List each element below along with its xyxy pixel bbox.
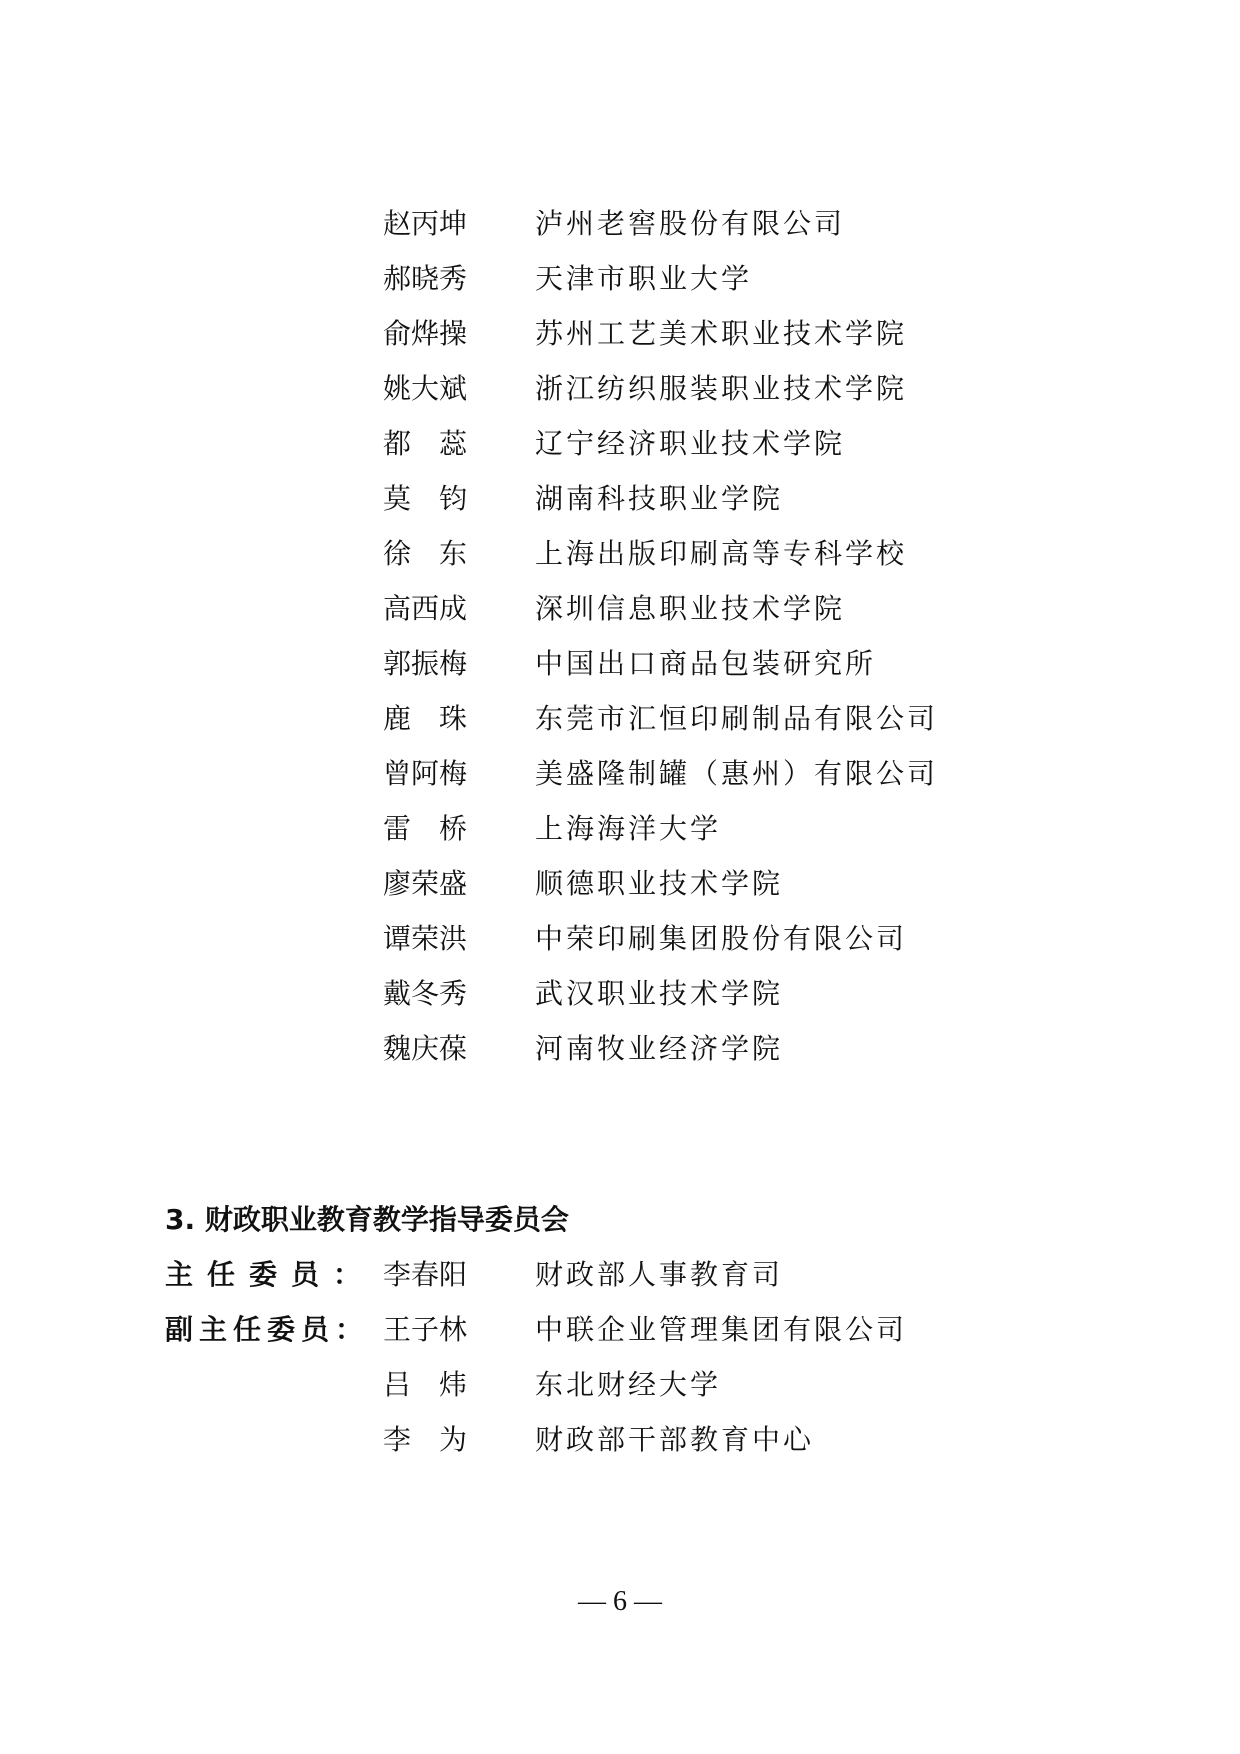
deputy-director-row [0,1310,1240,1350]
member-name: 郭振梅 [383,647,468,680]
member-name: 曾阿梅 [383,757,468,790]
member-org: 苏州工艺美术职业技术学院 [535,317,908,350]
member-org: 上海出版印刷高等专科学校 [535,537,908,570]
director-name: 李春阳 [383,1258,468,1291]
deputy-director-row [0,1365,1240,1405]
deputy-name: 王子林 [383,1313,468,1346]
member-row [0,644,1240,684]
member-name: 雷 桥 [383,812,468,845]
deputy-role-label: 副主任委员： [165,1313,370,1346]
member-row [0,919,1240,959]
member-row [0,589,1240,629]
member-row [0,699,1240,739]
deputy-org: 东北财经大学 [535,1368,722,1401]
deputy-org: 中联企业管理集团有限公司 [535,1313,908,1346]
page-number: — 6 — [578,1586,662,1617]
deputy-name: 吕 炜 [383,1368,468,1401]
member-name: 郝晓秀 [383,262,468,295]
deputy-director-row [0,1420,1240,1460]
member-name: 莫 钧 [383,482,468,515]
member-org: 浙江纺织服装职业技术学院 [535,372,908,405]
member-name: 俞烨操 [383,317,468,350]
member-row [0,204,1240,244]
member-name: 谭荣洪 [383,922,468,955]
member-row [0,424,1240,464]
director-row [0,1255,1240,1295]
member-org: 深圳信息职业技术学院 [535,592,846,625]
member-name: 赵丙坤 [383,207,468,240]
member-row [0,534,1240,574]
member-org: 天津市职业大学 [535,262,753,295]
deputy-name: 李 为 [383,1423,468,1456]
member-org: 上海海洋大学 [535,812,722,845]
member-org: 美盛隆制罐（惠州）有限公司 [535,757,939,790]
member-row [0,479,1240,519]
member-name: 姚大斌 [383,372,468,405]
member-org: 中荣印刷集团股份有限公司 [535,922,908,955]
member-name: 高西成 [383,592,468,625]
member-org: 东莞市汇恒印刷制品有限公司 [535,702,939,735]
member-org: 辽宁经济职业技术学院 [535,427,846,460]
member-name: 徐 东 [383,537,468,570]
director-org: 财政部人事教育司 [535,1258,784,1291]
member-org: 顺德职业技术学院 [535,867,784,900]
member-org: 中国出口商品包装研究所 [535,647,877,680]
member-name: 魏庆葆 [383,1032,468,1065]
member-row [0,369,1240,409]
member-name: 戴冬秀 [383,977,468,1010]
section-heading: 3. 财政职业教育教学指导委员会 [165,1203,569,1236]
member-name: 鹿 珠 [383,702,468,735]
member-org: 湖南科技职业学院 [535,482,784,515]
member-row [0,809,1240,849]
member-row [0,754,1240,794]
deputy-org: 财政部干部教育中心 [535,1423,815,1456]
member-row [0,1029,1240,1069]
member-org: 泸州老窖股份有限公司 [535,207,846,240]
member-org: 河南牧业经济学院 [535,1032,784,1065]
director-role-label: 主任委员： [165,1258,376,1291]
member-name: 都 蕊 [383,427,468,460]
member-org: 武汉职业技术学院 [535,977,784,1010]
member-row [0,314,1240,354]
member-row [0,259,1240,299]
member-row [0,864,1240,904]
member-row [0,974,1240,1014]
member-name: 廖荣盛 [383,867,468,900]
